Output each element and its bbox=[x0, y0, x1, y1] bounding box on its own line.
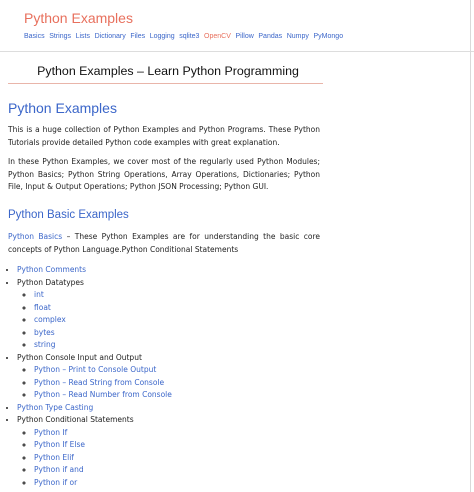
topic-item bbox=[17, 264, 172, 277]
nav-link-pandas[interactable]: Pandas bbox=[258, 33, 283, 40]
subtopic-link-python-if-or[interactable]: Python if or bbox=[34, 477, 78, 487]
scrollbar-edge bbox=[470, 0, 471, 492]
subtopic-item bbox=[34, 289, 172, 302]
topic-item bbox=[17, 277, 172, 352]
topic-item bbox=[17, 352, 172, 402]
top-nav bbox=[24, 33, 348, 40]
subtopic-item bbox=[34, 452, 172, 465]
title-divider bbox=[8, 83, 323, 84]
subtopic-link-int[interactable]: int bbox=[34, 290, 44, 299]
nav-link-strings[interactable]: Strings bbox=[49, 33, 72, 40]
subtopic-link-python-elif[interactable]: Python Elif bbox=[34, 452, 74, 462]
topic-list bbox=[8, 264, 172, 489]
topic-python-comments[interactable]: Python Comments bbox=[17, 265, 87, 274]
topic-item bbox=[17, 402, 172, 415]
subtopic-item bbox=[34, 389, 172, 402]
subtopic-item bbox=[34, 439, 172, 452]
site-logo-link[interactable]: Python Examples bbox=[24, 10, 133, 26]
subtopic-item bbox=[34, 377, 172, 390]
subtopic-item bbox=[34, 364, 172, 377]
subtopic-item bbox=[34, 327, 172, 340]
subtopic-list bbox=[17, 427, 172, 490]
nav-link-pillow[interactable]: Pillow bbox=[235, 33, 254, 40]
subtopic-list bbox=[17, 289, 172, 352]
subtopic-link-complex[interactable]: complex bbox=[34, 315, 66, 324]
nav-link-files[interactable]: Files bbox=[130, 33, 146, 40]
subtopic-link-python-print-to-console-output[interactable]: Python – Print to Console Output bbox=[34, 365, 157, 374]
subtopic-item bbox=[34, 427, 172, 440]
basic-examples-text: – These Python Examples are for understanding the basic core concepts of Python Language.Python Conditional Statements bbox=[8, 232, 320, 254]
topic-python-console-input-and-output: Python Console Input and Output bbox=[17, 352, 142, 362]
topic-python-type-casting[interactable]: Python Type Casting bbox=[17, 402, 94, 412]
nav-link-lists[interactable]: Lists bbox=[75, 33, 91, 40]
nav-link-basics[interactable]: Basics bbox=[24, 33, 45, 40]
subtopic-item bbox=[34, 464, 172, 477]
header-divider bbox=[0, 51, 474, 52]
nav-link-sqlite3[interactable]: sqlite3 bbox=[179, 33, 200, 40]
subtopic-item bbox=[34, 477, 172, 490]
nav-link-logging[interactable]: Logging bbox=[149, 33, 175, 40]
basic-examples-paragraph bbox=[8, 231, 320, 256]
subtopic-link-bytes[interactable]: bytes bbox=[34, 327, 55, 337]
subtopic-link-python-read-number-from-console[interactable]: Python – Read Number from Console bbox=[34, 390, 172, 399]
python-basics-link[interactable]: Python Basics bbox=[8, 232, 63, 241]
topic-item bbox=[17, 414, 172, 489]
subtopic-link-python-read-string-from-console[interactable]: Python – Read String from Console bbox=[34, 377, 165, 387]
subtopic-link-float[interactable]: float bbox=[34, 302, 51, 312]
intro-paragraph-2: In these Python Examples, we cover most of the regularly used Python Modules; Python Basics; Python String Operations, Array Operations, Dictionaries; Python File, Input & Output Operations; Python JSON Processing; Python GUI. bbox=[8, 157, 320, 191]
subtopic-link-string[interactable]: string bbox=[34, 340, 56, 349]
intro-heading: Python Examples bbox=[8, 100, 117, 116]
intro-paragraph-1: This is a huge collection of Python Examples and Python Programs. These Python Tutorials provide detailed Python code examples with great explanation. bbox=[8, 125, 320, 147]
nav-link-numpy[interactable]: Numpy bbox=[286, 33, 309, 40]
nav-link-opencv[interactable]: OpenCV bbox=[204, 33, 231, 40]
topic-python-datatypes: Python Datatypes bbox=[17, 277, 84, 287]
subtopic-item bbox=[34, 314, 172, 327]
site-header bbox=[0, 0, 474, 51]
topic-python-conditional-statements: Python Conditional Statements bbox=[17, 415, 134, 424]
subtopic-list bbox=[17, 364, 172, 402]
subtopic-link-python-if-else[interactable]: Python If Else bbox=[34, 440, 85, 449]
nav-link-pymongo[interactable]: PyMongo bbox=[313, 33, 344, 40]
page-title: Python Examples – Learn Python Programming bbox=[37, 64, 299, 78]
nav-link-dictionary[interactable]: Dictionary bbox=[94, 33, 126, 40]
subtopic-link-python-if[interactable]: Python If bbox=[34, 427, 68, 437]
subtopic-item bbox=[34, 302, 172, 315]
subtopic-link-python-if-and[interactable]: Python if and bbox=[34, 465, 84, 474]
subtopic-item bbox=[34, 339, 172, 352]
basic-examples-heading: Python Basic Examples bbox=[8, 209, 129, 221]
